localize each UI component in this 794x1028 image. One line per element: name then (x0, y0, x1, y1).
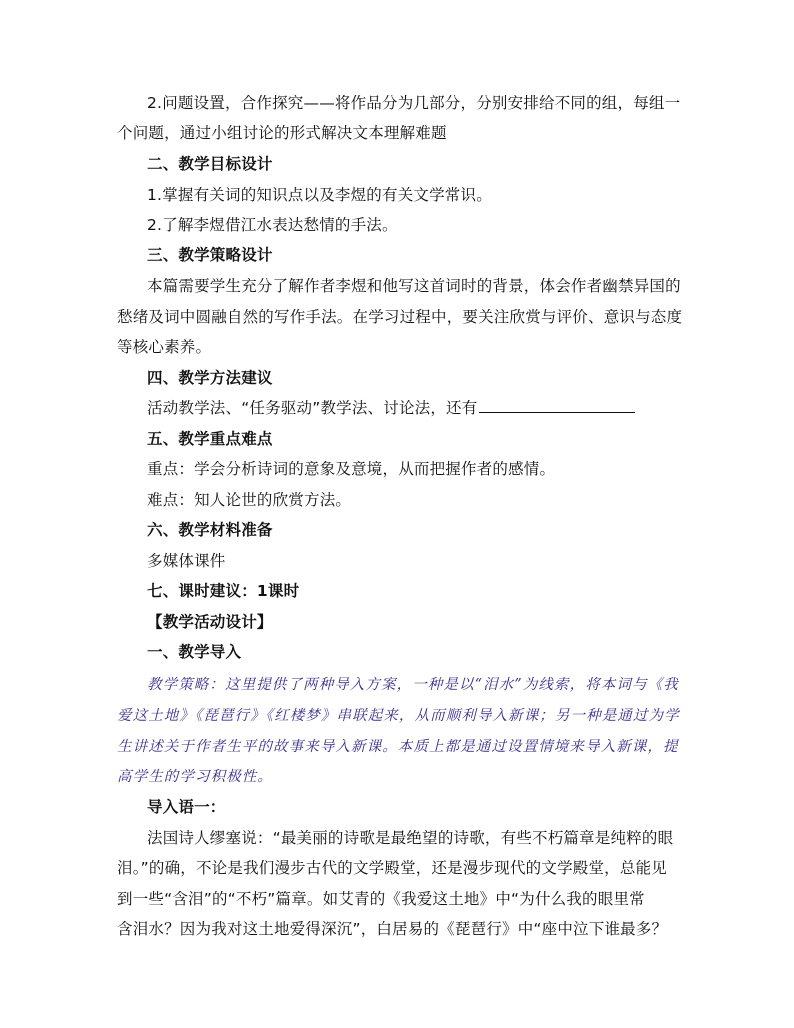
paragraph-line: 泪。”的确，不论是我们漫步古代的文学殿堂，还是漫步现代的文学殿堂，总能见 (117, 859, 667, 877)
methods-text: 活动教学法、“任务驱动”教学法、讨论法，还有 (147, 399, 478, 417)
paragraph-line: 等核心素养。 (117, 338, 212, 356)
section-heading-key-points: 五、教学重点难点 (147, 430, 273, 448)
section-heading-class-hours: 七、课时建议：1课时 (147, 582, 300, 600)
methods-line (147, 397, 635, 419)
lesson-intro-heading: 一、教学导入 (147, 643, 242, 661)
section-heading-methods: 四、教学方法建议 (147, 369, 273, 387)
fill-in-blank (479, 397, 635, 413)
materials-text: 多媒体课件 (147, 552, 226, 570)
difficult-point: 难点：知人论世的欣赏方法。 (147, 491, 352, 509)
intro-speech-label: 导入语一： (147, 798, 226, 816)
paragraph-line: 本篇需要学生充分了解作者李煜和他写这首词时的背景，体会作者幽禁异国的 (147, 277, 681, 295)
strategy-note-line: 生讲述关于作者生平的故事来导入新课。本质上都是通过设置情境来导入新课，提 (117, 739, 679, 755)
paragraph-line: 法国诗人缪塞说：“最美丽的诗歌是最绝望的诗歌，有些不朽篇章是纯粹的眼 (147, 829, 674, 847)
objective-item-2: 2.了解李煜借江水表达愁情的手法。 (147, 216, 398, 234)
paragraph-line: 含泪水？因为我对这土地爱得深沉”，白居易的《琵琶行》中“座中泣下谁最多？ (117, 920, 668, 938)
paragraph-line: 愁绪及词中圆融自然的写作手法。在学习过程中，要关注欣赏与评价、意识与态度 (117, 308, 683, 326)
section-heading-strategy: 三、教学策略设计 (147, 246, 273, 264)
objective-item-1: 1.掌握有关词的知识点以及李煜的有关文学常识。 (147, 186, 492, 204)
section-heading-materials: 六、教学材料准备 (147, 521, 273, 539)
paragraph-line: 2.问题设置，合作探究——将作品分为几部分，分别安排给不同的组，每组一 (147, 94, 681, 112)
paragraph-line: 到一些“含泪”的“不朽”篇章。如艾青的《我爱这土地》中“为什么我的眼里常 (117, 890, 645, 908)
strategy-note-line: 教学策略：这里提供了两种导入方案，一种是以“泪水”为线索，将本词与《我 (147, 677, 679, 693)
activity-design-heading: 【教学活动设计】 (147, 613, 273, 631)
key-point: 重点：学会分析诗词的意象及意境，从而把握作者的感情。 (147, 460, 556, 478)
section-heading-objectives: 二、教学目标设计 (147, 155, 273, 173)
paragraph-line: 个问题，通过小组讨论的形式解决文本理解难题 (117, 124, 447, 142)
strategy-note-line: 高学生的学习积极性。 (117, 769, 273, 785)
strategy-note-line: 爱这土地》《琵琶行》《红楼梦》串联起来，从而顺利导入新课；另一种是通过为学 (117, 708, 680, 724)
